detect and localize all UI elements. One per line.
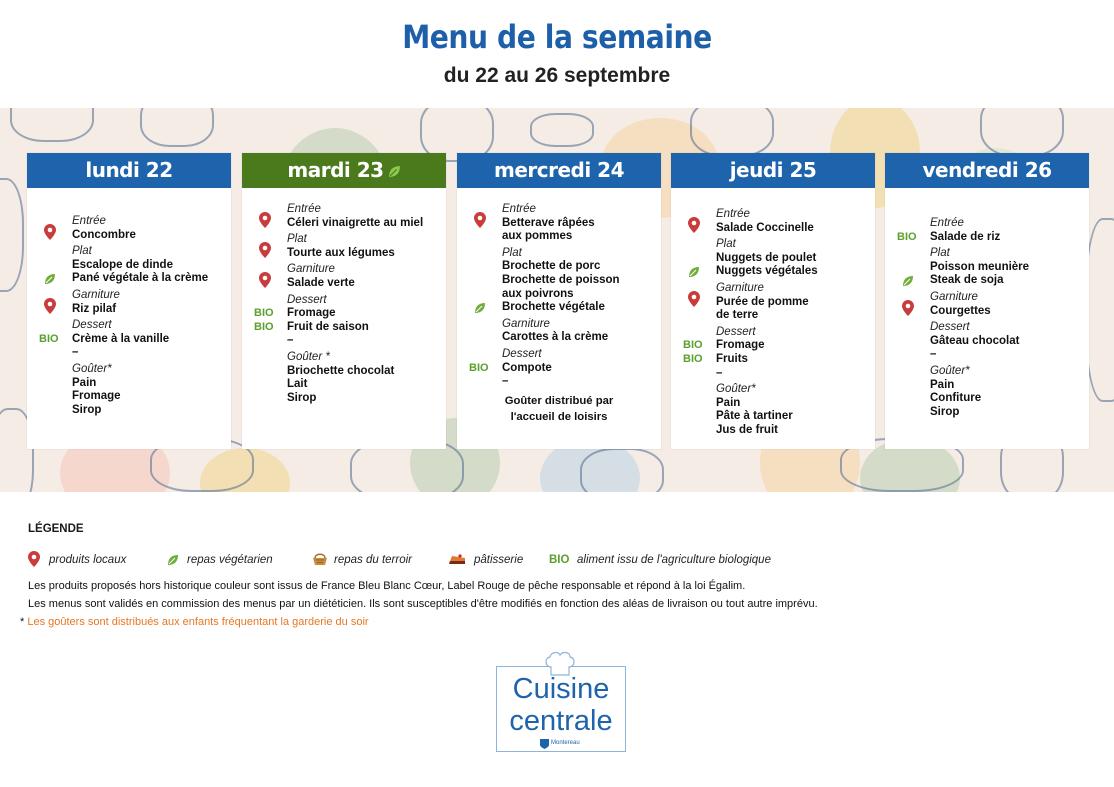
course-label <box>671 383 875 397</box>
menu-item <box>885 305 1089 319</box>
course-label-text: Dessert <box>287 293 327 306</box>
day-name: jeudi 25 <box>729 158 817 182</box>
note-goûter-text: Les goûters sont distribués aux enfants fréquentant la garderie du soir <box>27 616 369 628</box>
course-label <box>457 348 661 362</box>
course-label-text: Goûter* <box>716 383 756 396</box>
bio-tag: BIO <box>469 361 489 374</box>
menu-item <box>242 247 446 261</box>
local-pin-icon <box>259 212 271 232</box>
menu-item <box>671 222 875 236</box>
local-pin-icon <box>688 217 700 237</box>
course-label <box>885 247 1089 261</box>
course-label <box>671 282 875 296</box>
menu-item-text: Crème à la vanille <box>72 332 170 345</box>
menu-item-text: – <box>72 346 79 359</box>
course-label-text: Goûter* <box>930 365 970 377</box>
course-label-text: Dessert <box>72 319 112 332</box>
menu-item-text: – <box>930 348 937 361</box>
course-label-text: Plat <box>502 246 522 259</box>
menu-item <box>671 410 875 424</box>
course-label <box>242 263 446 277</box>
menu-item-text: Compote <box>502 361 552 374</box>
menu-item <box>457 260 661 274</box>
menu-item <box>671 309 875 323</box>
day-menu <box>27 188 231 449</box>
course-label-text: Garniture <box>72 289 120 301</box>
menu-item-text: de terre <box>716 309 759 322</box>
course-label-text: Dessert <box>930 321 970 334</box>
menu-item-text: Goûter distribué par <box>504 394 614 407</box>
menu-item-text: Fromage <box>716 339 765 352</box>
course-label <box>27 363 231 377</box>
legend-pastry: pâtisserie <box>474 554 524 566</box>
course-label-text: Entrée <box>72 215 106 227</box>
day-name: mercredi 24 <box>493 158 625 182</box>
menu-item <box>457 375 661 389</box>
menu-item <box>457 274 661 288</box>
local-pin-icon <box>902 300 914 320</box>
menu-item <box>27 346 231 360</box>
page-title: Menu de la semaine <box>402 18 712 56</box>
menu-item <box>885 335 1089 349</box>
course-label <box>671 208 875 222</box>
menu-item <box>242 378 446 392</box>
bio-tag: BIO <box>683 339 703 352</box>
day-name: vendredi 26 <box>922 158 1052 182</box>
menu-item <box>885 406 1089 420</box>
menu-item-text: Tourte aux légumes <box>287 246 395 259</box>
bio-tag: BIO <box>254 307 274 320</box>
local-pin-icon <box>259 242 271 262</box>
menu-item-text: Lait <box>287 378 308 391</box>
vegetarian-leaf-icon <box>384 158 401 182</box>
vegetarian-leaf-icon <box>902 275 914 291</box>
course-label-text: Goûter* <box>72 363 112 375</box>
menu-item-text: Pain <box>716 396 741 409</box>
day-card <box>242 153 446 449</box>
day-card <box>671 153 875 449</box>
menu-item-text: Céleri vinaigrette au miel <box>287 216 424 229</box>
menu-item-text: aux poivrons <box>502 287 574 300</box>
menu-item-text: Escalope de dinde <box>72 258 173 271</box>
legend-bio: aliment issu de l'agriculture biologique <box>577 554 771 566</box>
local-pin-icon <box>44 298 56 318</box>
vegetarian-leaf-icon <box>44 273 56 289</box>
menu-item-text: Riz pilaf <box>72 302 117 315</box>
day-menu <box>457 188 661 449</box>
day-card <box>27 153 231 449</box>
menu-item-text: Pain <box>930 378 955 391</box>
cuisine-centrale-logo <box>496 666 626 752</box>
course-label-text: Goûter * <box>287 351 330 363</box>
note-line-1: Les produits proposés hors historique couleur sont issus de France Bleu Blanc Cœur, Label Rouge de pêche responsable et répond à la loi Égalim. <box>28 580 746 592</box>
menu-item <box>457 411 661 425</box>
menu-item-text: Brochette de poisson <box>502 274 620 286</box>
course-label <box>242 203 446 217</box>
menu-item-text: Sirop <box>930 405 960 418</box>
day-menu <box>671 188 875 449</box>
course-label <box>457 318 661 332</box>
menu-item-text: Fromage <box>287 307 336 320</box>
menu-item <box>27 377 231 391</box>
menu-item-text: Briochette chocolat <box>287 364 395 377</box>
course-label <box>885 217 1089 231</box>
day-card <box>885 153 1089 449</box>
course-label <box>885 365 1089 379</box>
local-pin-icon <box>259 272 271 292</box>
menu-item-text: Salade de riz <box>930 230 1001 243</box>
course-label-text: Entrée <box>287 203 321 215</box>
day-card <box>457 153 661 449</box>
menu-item <box>885 261 1089 275</box>
local-pin-icon <box>44 224 56 244</box>
course-label-text: Dessert <box>716 325 756 338</box>
menu-item <box>27 303 231 317</box>
legend-bio-tag: BIO <box>549 554 570 566</box>
menu-item <box>457 331 661 345</box>
course-label-text: Dessert <box>502 348 542 360</box>
menu-item <box>457 301 661 315</box>
menu-item-text: Carottes à la crème <box>502 331 609 344</box>
course-label <box>27 245 231 259</box>
course-label-text: Entrée <box>716 208 750 220</box>
menu-item <box>242 392 446 406</box>
menu-item <box>27 333 231 347</box>
menu-item-text: Brochette végétale <box>502 301 605 314</box>
day-menu <box>242 188 446 449</box>
menu-item <box>242 321 446 335</box>
menu-item-text: Brochette de porc <box>502 260 601 273</box>
bio-tag: BIO <box>39 332 59 345</box>
menu-item-text: Pané végétale à la crème <box>72 272 209 285</box>
menu-item-text: Salade Coccinelle <box>716 221 814 234</box>
bio-tag: BIO <box>254 320 274 333</box>
course-label-text: Plat <box>716 238 736 251</box>
local-pin-icon <box>474 212 486 232</box>
menu-item-text: Confiture <box>930 392 982 405</box>
menu-item-text: Nuggets végétales <box>716 265 818 278</box>
course-label <box>885 291 1089 305</box>
course-label <box>242 294 446 308</box>
menu-item-text: l'accueil de loisirs <box>510 411 608 424</box>
course-label <box>885 321 1089 335</box>
menu-item <box>457 362 661 376</box>
vegetarian-leaf-icon <box>688 266 700 282</box>
page-subtitle: du 22 au 26 septembre <box>443 64 671 87</box>
menu-item <box>671 424 875 438</box>
bio-tag: BIO <box>683 353 703 365</box>
course-label <box>457 247 661 261</box>
course-label-text: Plat <box>930 247 950 260</box>
menu-item <box>27 259 231 273</box>
local-pin-icon <box>688 291 700 311</box>
menu-item-text: – <box>502 375 509 388</box>
course-label-text: Garniture <box>930 291 978 303</box>
menu-item <box>885 274 1089 288</box>
menu-item <box>885 348 1089 362</box>
menu-item-text: Nuggets de poulet <box>716 251 817 264</box>
basket-icon <box>312 552 328 566</box>
legend-terroir: repas du terroir <box>334 554 412 566</box>
logo-line-2: centrale <box>509 705 613 737</box>
course-label <box>27 289 231 303</box>
menu-item <box>671 339 875 353</box>
vegetarian-leaf-icon <box>474 302 486 318</box>
menu-item-text: Concombre <box>72 228 136 241</box>
cake-icon <box>448 553 466 565</box>
day-header <box>27 153 231 188</box>
menu-item <box>457 288 661 302</box>
menu-item-text: Fruit de saison <box>287 320 369 333</box>
menu-item <box>671 367 875 381</box>
menu-item <box>242 365 446 379</box>
note-line-2: Les menus sont validés en commission des menus par un diététicien. Ils sont susceptibles d'être modifiés en fonction des aléas de livraison ou tout autre imprévu. <box>28 598 818 610</box>
course-label <box>27 215 231 229</box>
menu-item-text: Poisson meunière <box>930 260 1030 273</box>
legend-title: LÉGENDE <box>28 523 84 535</box>
menu-item <box>242 307 446 321</box>
menu-item <box>671 252 875 266</box>
menu-item <box>27 229 231 243</box>
course-label-text: Plat <box>72 245 92 258</box>
menu-item <box>457 395 661 409</box>
course-label-text: Plat <box>287 233 307 246</box>
logo-town: Montereau <box>551 740 580 746</box>
day-header <box>885 153 1089 188</box>
menu-item-text: Steak de soja <box>930 274 1004 287</box>
course-label-text: Entrée <box>930 217 964 229</box>
course-label <box>27 319 231 333</box>
pin-icon <box>28 551 40 567</box>
legend-vegetarian: repas végétarien <box>187 554 273 566</box>
crest-icon <box>540 739 549 749</box>
menu-item <box>242 334 446 348</box>
menu-item <box>671 397 875 411</box>
course-label <box>242 351 446 365</box>
menu-item <box>457 217 661 231</box>
menu-item <box>671 265 875 279</box>
menu-item <box>885 392 1089 406</box>
menu-item <box>27 404 231 418</box>
menu-item-text: Pâte à tartiner <box>716 410 793 423</box>
menu-item-text: Sirop <box>72 403 102 416</box>
menu-item-text: Fruits <box>716 353 748 365</box>
menu-item-text: – <box>287 334 294 347</box>
course-label <box>457 203 661 217</box>
day-header <box>671 153 875 188</box>
day-header <box>457 153 661 188</box>
menu-item-text: Courgettes <box>930 304 991 317</box>
asterisk: * <box>20 616 25 628</box>
course-label-text: Garniture <box>502 317 550 330</box>
menu-item-text: Fromage <box>72 390 121 403</box>
menu-item-text: Jus de fruit <box>716 424 778 436</box>
logo-line-1: Cuisine <box>512 673 610 705</box>
menu-item <box>242 217 446 231</box>
menu-item-text: Sirop <box>287 391 317 404</box>
menu-item-text: aux pommes <box>502 230 573 243</box>
menu-item-text: Betterave râpées <box>502 216 595 229</box>
day-name: lundi 22 <box>85 158 173 182</box>
leaf-icon <box>167 554 179 566</box>
day-menu <box>885 188 1089 449</box>
menu-item-text: Gâteau chocolat <box>930 334 1020 347</box>
course-label <box>671 326 875 340</box>
menu-item <box>671 296 875 310</box>
course-label-text: Entrée <box>502 203 536 215</box>
menu-item-text: – <box>716 366 723 379</box>
menu-item <box>885 379 1089 393</box>
menu-item-text: Pain <box>72 376 97 389</box>
day-name: mardi 23 <box>287 158 384 182</box>
menu-item <box>27 390 231 404</box>
course-label <box>242 233 446 247</box>
course-label-text: Garniture <box>716 282 764 294</box>
menu-item <box>885 231 1089 245</box>
menu-item-text: Salade verte <box>287 277 355 289</box>
menu-item <box>242 277 446 291</box>
legend-local: produits locaux <box>49 554 127 566</box>
bio-tag: BIO <box>897 230 917 243</box>
day-header <box>242 153 446 188</box>
menu-item <box>457 230 661 244</box>
menu-item <box>671 353 875 367</box>
menu-item-text: Purée de pomme <box>716 295 809 308</box>
menu-item <box>27 272 231 286</box>
note-goûter <box>20 616 369 628</box>
course-label-text: Garniture <box>287 263 335 276</box>
course-label <box>671 238 875 252</box>
